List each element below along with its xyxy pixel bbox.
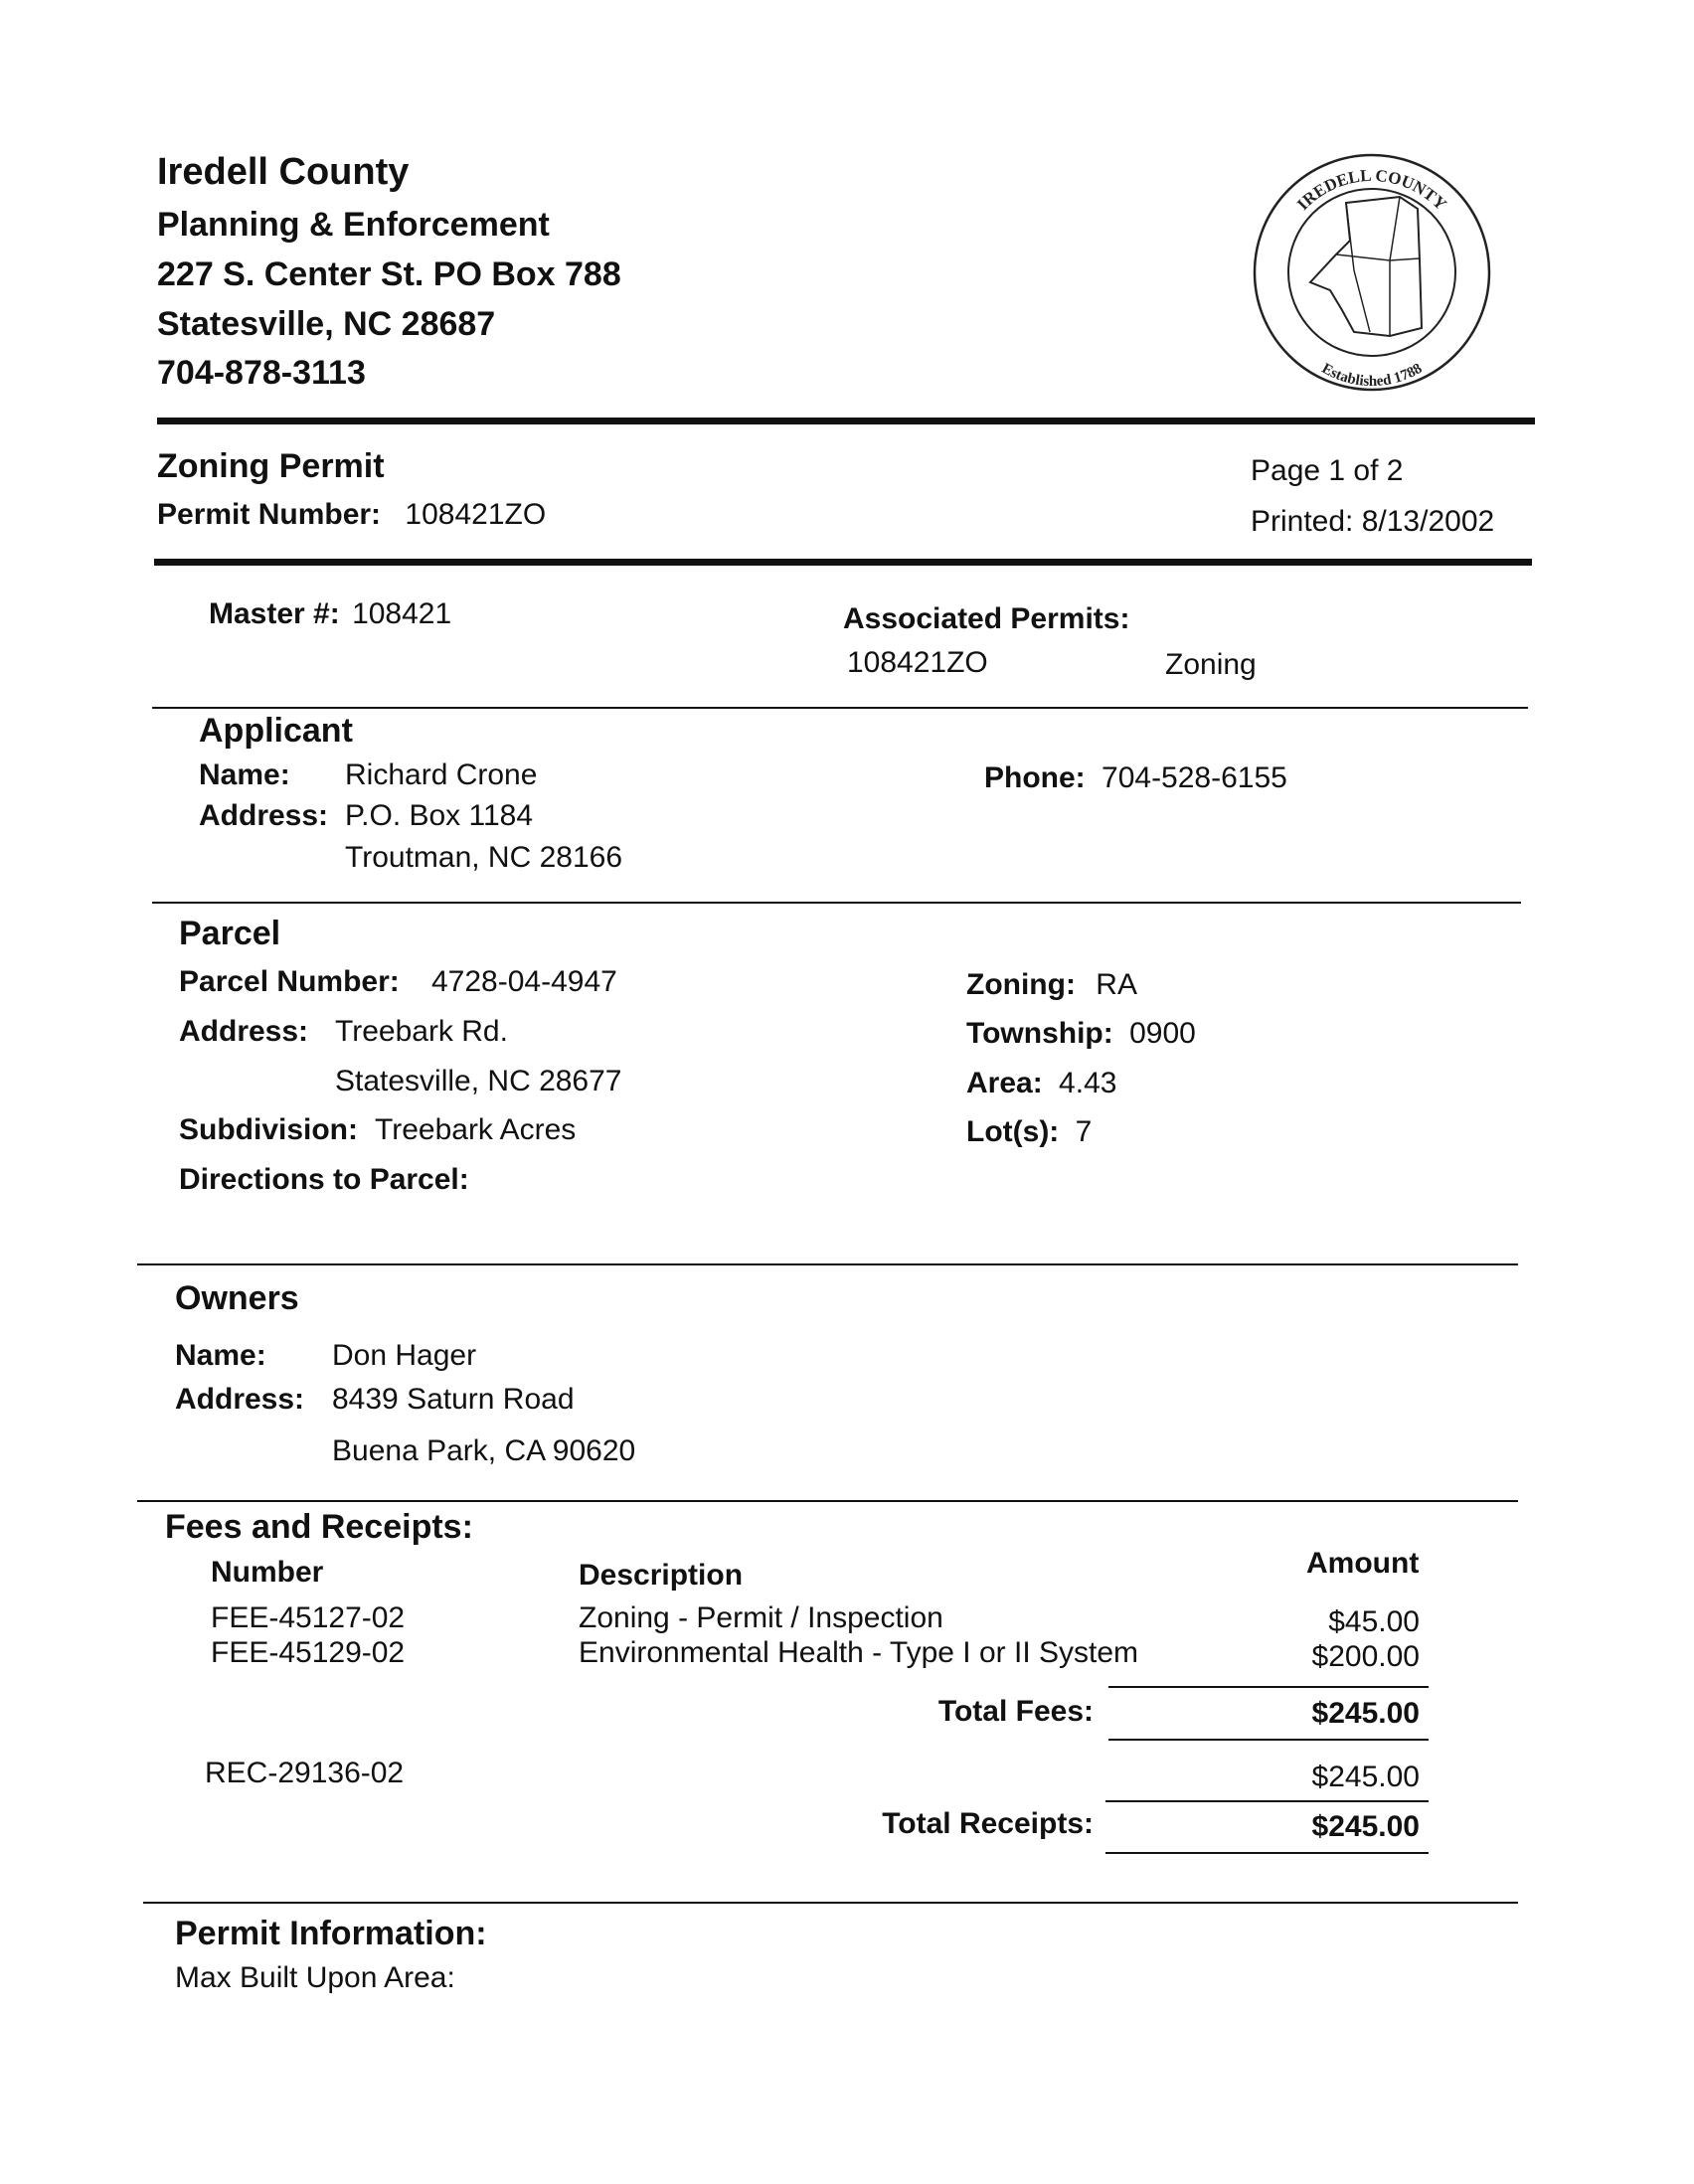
parcel-township-row (966, 1017, 1196, 1051)
header-divider (157, 418, 1535, 424)
fee-number: FEE-45129-02 (211, 1636, 406, 1669)
applicant-phone: 704-528-6155 (1101, 761, 1287, 794)
permit-info-heading: Permit Information: (175, 1915, 487, 1952)
fees-divider (143, 1902, 1518, 1904)
associated-permits-label: Associated Permits: (843, 602, 1130, 635)
permit-number-label: Permit Number: (157, 498, 382, 531)
applicant-name-label: Name: (199, 758, 290, 791)
parcel-number: 4728-04-4947 (431, 965, 617, 998)
directions-label: Directions to Parcel: (179, 1163, 469, 1196)
total-fees-bottom-rule (1108, 1739, 1429, 1741)
fee-description: Environmental Health - Type I or II System (579, 1636, 1139, 1669)
parcel-lots-label: Lot(s): (966, 1115, 1060, 1148)
permit-number-value: 108421ZO (405, 498, 547, 531)
parcel-township-label: Township: (966, 1017, 1113, 1050)
parcel-subdivision: Treebark Acres (375, 1113, 577, 1146)
permit-title: Zoning Permit (157, 447, 385, 485)
parcel-area: 4.43 (1059, 1067, 1117, 1099)
permit-number-row (157, 498, 546, 532)
parcel-lots-row (966, 1115, 1092, 1149)
parcel-divider (137, 1263, 1518, 1265)
parcel-zoning-label: Zoning: (966, 968, 1076, 1001)
fees-heading: Fees and Receipts: (165, 1508, 473, 1546)
fees-col-number: Number (211, 1556, 324, 1589)
associated-permit-type: Zoning (1165, 648, 1257, 681)
applicant-phone-label: Phone: (984, 761, 1086, 794)
seal-bottom-text: Established 1788 (1318, 360, 1426, 391)
fees-col-amount: Amount (1306, 1547, 1420, 1580)
seal-top-text: IREDELL COUNTY (1292, 165, 1450, 215)
owner-address-label: Address: (175, 1383, 305, 1416)
parcel-address-line1: Treebark Rd. (335, 1015, 508, 1048)
printed-date: Printed: 8/13/2002 (1251, 505, 1495, 538)
parcel-subdivision-label: Subdivision: (179, 1113, 358, 1146)
fee-amount: $45.00 (1328, 1605, 1420, 1638)
parcel-heading: Parcel (179, 915, 281, 952)
fee-description: Zoning - Permit / Inspection (579, 1601, 943, 1634)
parcel-address-label: Address: (179, 1015, 309, 1048)
total-fees-label: Total Fees: (937, 1695, 1094, 1728)
fees-col-description: Description (579, 1559, 744, 1592)
master-value: 108421 (352, 597, 452, 630)
total-fees-amount: $245.00 (1311, 1697, 1420, 1730)
master-row (209, 597, 451, 631)
parcel-address-line2: Statesville, NC 28677 (335, 1065, 622, 1097)
fee-number: FEE-45127-02 (211, 1601, 406, 1634)
fee-amount: $200.00 (1311, 1640, 1420, 1673)
master-divider (152, 707, 1528, 709)
page-indicator: Page 1 of 2 (1251, 454, 1404, 487)
max-built-upon-area-label: Max Built Upon Area: (175, 1961, 455, 1994)
parcel-zoning-row (966, 968, 1137, 1002)
parcel-zoning: RA (1096, 968, 1137, 1001)
total-fees-top-rule (1108, 1686, 1429, 1688)
owners-divider (137, 1500, 1518, 1502)
office-address-line2: Statesville, NC 28687 (157, 305, 496, 343)
owner-address-line1: 8439 Saturn Road (332, 1383, 575, 1416)
total-receipts-amount: $245.00 (1311, 1810, 1420, 1843)
office-address-line1: 227 S. Center St. PO Box 788 (157, 255, 621, 293)
permit-divider (154, 559, 1532, 566)
receipt-number: REC-29136-02 (205, 1757, 405, 1789)
total-receipts-bottom-rule (1105, 1852, 1429, 1854)
county-seal-icon (1251, 151, 1493, 394)
owner-name-label: Name: (175, 1339, 266, 1372)
applicant-heading: Applicant (199, 712, 353, 750)
associated-permit-number: 108421ZO (847, 646, 988, 679)
applicant-address-line1: P.O. Box 1184 (345, 799, 534, 832)
total-receipts-label: Total Receipts: (882, 1807, 1094, 1840)
applicant-divider (152, 902, 1521, 904)
parcel-township: 0900 (1129, 1017, 1196, 1050)
applicant-address-label: Address: (199, 799, 329, 832)
total-receipts-top-rule (1105, 1800, 1429, 1802)
parcel-area-row (966, 1067, 1116, 1100)
owners-heading: Owners (175, 1279, 299, 1317)
department-name: Planning & Enforcement (157, 206, 550, 244)
master-label: Master #: (209, 597, 340, 630)
org-name: Iredell County (157, 151, 410, 193)
owner-address-line2: Buena Park, CA 90620 (332, 1434, 636, 1467)
parcel-number-label: Parcel Number: (179, 965, 400, 998)
parcel-area-label: Area: (966, 1067, 1043, 1099)
applicant-phone-row (984, 761, 1287, 795)
svg-text:Established 1788 (1319, 361, 1425, 390)
parcel-lots: 7 (1075, 1115, 1093, 1148)
receipt-amount: $245.00 (1311, 1761, 1420, 1793)
applicant-name: Richard Crone (345, 758, 538, 791)
owner-name: Don Hager (332, 1339, 477, 1372)
applicant-address-line2: Troutman, NC 28166 (345, 841, 623, 874)
office-phone: 704-878-3113 (157, 354, 366, 392)
